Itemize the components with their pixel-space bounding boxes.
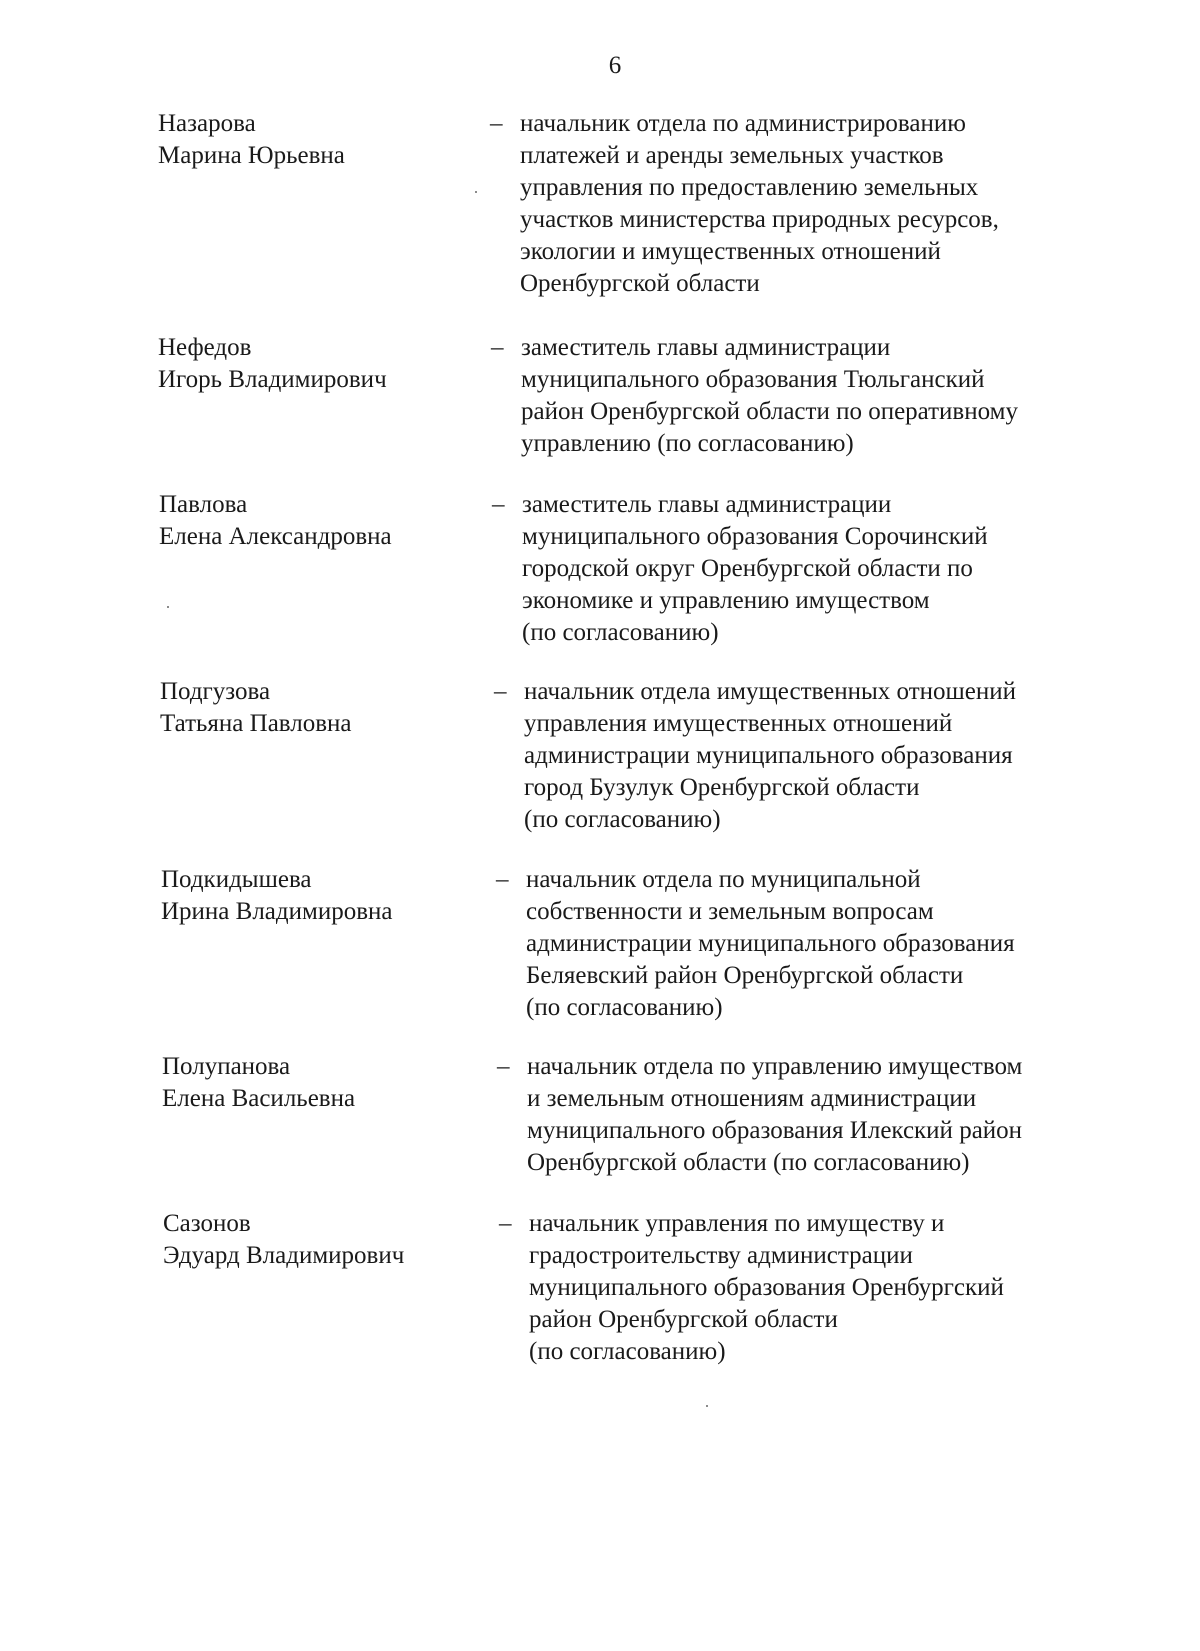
dash-separator: – [494,678,507,705]
member-position [522,489,1102,649]
position-line: администрации муниципального образования [526,930,1015,957]
position-line: начальник управления по имуществу и [529,1210,945,1237]
position-line: начальник отдела по муниципальной [526,866,921,893]
position-line: начальник отдела по управлению имуществом [527,1053,1023,1080]
member-name [158,332,498,396]
position-line: муниципального образования Тюльганский [521,366,985,393]
position-line: (по согласованию) [526,994,723,1021]
position-line: заместитель главы администрации [522,491,892,518]
dash-separator: – [492,491,505,518]
position-line: район Оренбургской области по оперативному [521,398,1018,425]
member-name [159,489,499,553]
member-surname: Подкидышева [161,866,312,893]
member-surname: Павлова [159,491,248,518]
member-surname: Полупанова [162,1053,291,1080]
member-given-name: Ирина Владимировна [161,898,393,925]
member-given-name: Елена Александровна [159,523,392,550]
position-line: район Оренбургской области [529,1306,838,1333]
position-line: (по согласованию) [522,619,719,646]
position-line: городской округ Оренбургской области по [522,555,973,582]
member-surname: Назарова [158,110,256,137]
member-position [521,332,1101,460]
position-line: город Бузулук Оренбургской области [524,774,920,801]
member-given-name: Эдуард Владимирович [163,1242,405,1269]
scan-speck [167,606,169,608]
position-line: Оренбургской области [520,270,760,297]
member-surname: Сазонов [163,1210,251,1237]
dash-separator: – [490,110,503,137]
member-given-name: Игорь Владимирович [158,366,387,393]
position-line: участков министерства природных ресурсов, [520,206,999,233]
position-line: платежей и аренды земельных участков [520,142,944,169]
member-position [526,864,1106,1024]
member-given-name: Марина Юрьевна [158,142,345,169]
position-line: начальник отдела по администрированию [520,110,966,137]
member-given-name: Елена Васильевна [162,1085,356,1112]
member-position [529,1208,1109,1368]
position-line: Оренбургской области (по согласованию) [527,1149,970,1176]
dash-separator: – [496,866,509,893]
position-line: экологии и имущественных отношений [520,238,941,265]
scan-speck [706,1405,708,1407]
member-position [524,676,1104,836]
position-line: Беляевский район Оренбургской области [526,962,964,989]
position-line: заместитель главы администрации [521,334,891,361]
dash-separator: – [497,1053,510,1080]
member-position [527,1051,1107,1179]
position-line: (по согласованию) [524,806,721,833]
position-line: управления по предоставлению земельных [520,174,979,201]
member-name [160,676,500,740]
member-surname: Нефедов [158,334,252,361]
position-line: собственности и земельным вопросам [526,898,934,925]
member-surname: Подгузова [160,678,271,705]
position-line: и земельным отношениям администрации [527,1085,977,1112]
position-line: муниципального образования Оренбургский [529,1274,1004,1301]
position-line: муниципального образования Илекский район [527,1117,1023,1144]
position-line: (по согласованию) [529,1338,726,1365]
position-line: управления имущественных отношений [524,710,953,737]
position-line: администрации муниципального образования [524,742,1013,769]
page-number: 6 [608,52,622,79]
position-line: экономике и управлению имуществом [522,587,930,614]
member-name [162,1051,502,1115]
member-position [520,108,1100,300]
position-line: управлению (по согласованию) [521,430,854,457]
position-line: градостроительству администрации [529,1242,913,1269]
dash-separator: – [499,1210,512,1237]
scan-speck [475,191,477,193]
dash-separator: – [491,334,504,361]
position-line: начальник отдела имущественных отношений [524,678,1017,705]
position-line: муниципального образования Сорочинский [522,523,988,550]
member-name [158,108,498,172]
member-given-name: Татьяна Павловна [160,710,352,737]
member-name [163,1208,503,1272]
member-name [161,864,501,928]
